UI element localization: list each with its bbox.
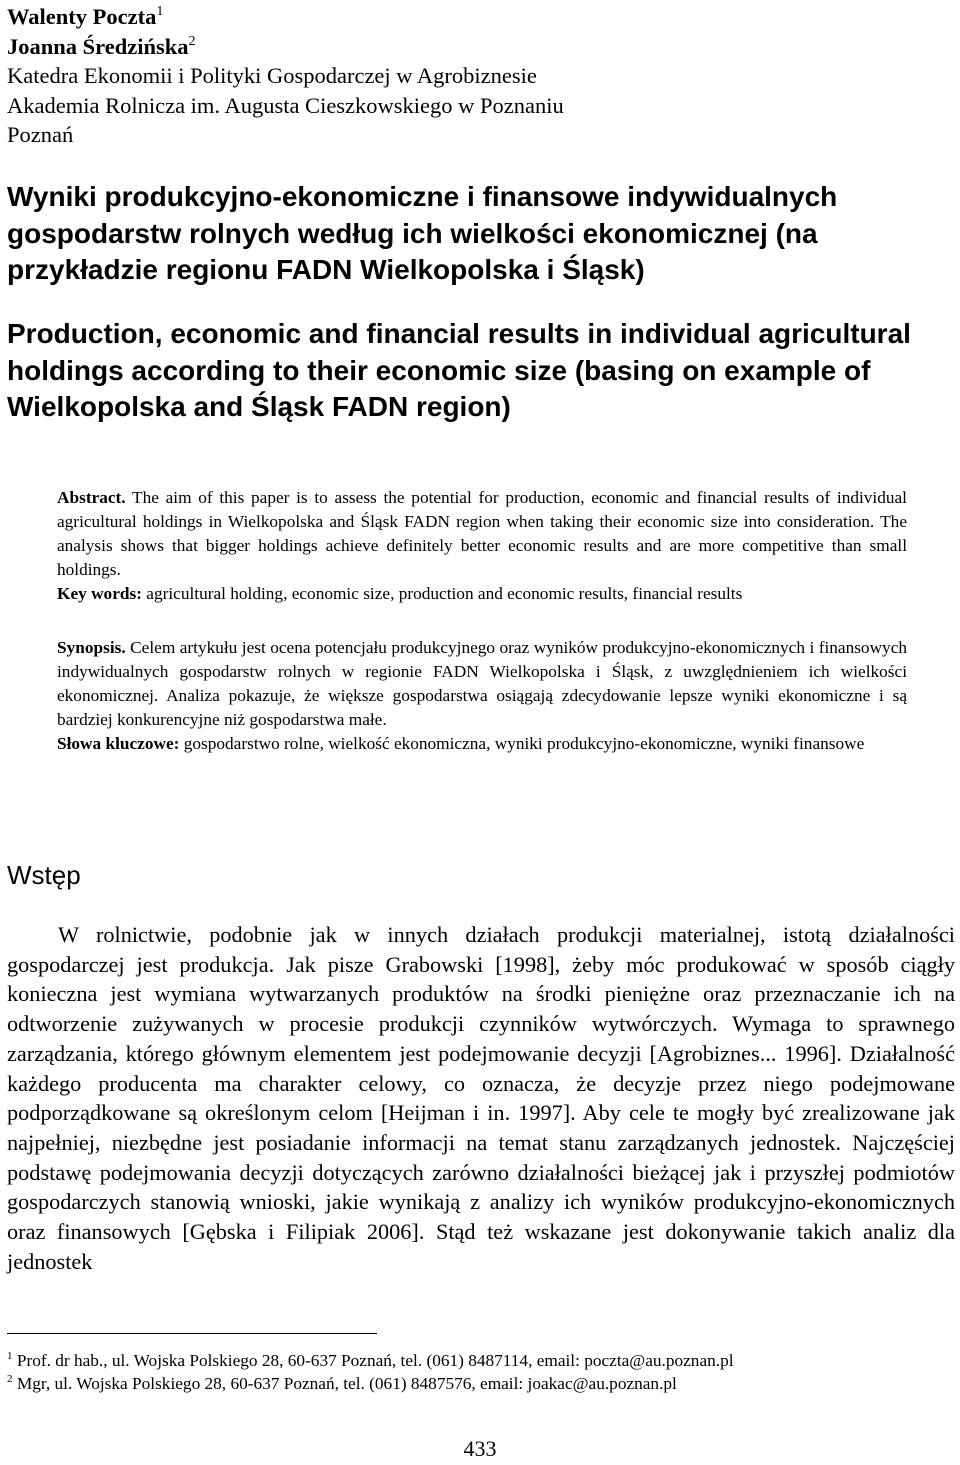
section-heading-wstep: Wstęp	[7, 860, 81, 890]
synopsis-label: Synopsis.	[57, 638, 126, 657]
footnote-2-mark: 2	[7, 1373, 13, 1385]
author-block	[7, 2, 947, 150]
keywords-text: agricultural holding, economic size, production and economic results, financial results	[146, 584, 743, 603]
abstract-paragraph	[57, 486, 907, 582]
footnote-1-text: Prof. dr hab., ul. Wojska Polskiego 28, 60-637 Poznań, tel. (061) 8487114, email: poczta@au.poznan.pl	[16, 1351, 734, 1370]
abstract-block	[57, 486, 907, 606]
abstract-text: The aim of this paper is to assess the potential for production, economic and financial results of individual agricultural holdings in Wielkopolska and Śląsk FADN region when taking their economic size into consideration. The analysis shows that bigger holdings achieve definitely better economic results and are more competitive than small holdings.	[57, 488, 907, 579]
author-department: Katedra Ekonomii i Polityki Gospodarczej w Agrobiznesie	[7, 63, 537, 88]
synopsis-block	[57, 636, 907, 756]
body-text	[7, 920, 955, 1276]
footnotes	[7, 1349, 952, 1395]
author-university: Akademia Rolnicza im. Augusta Cieszkowskiego w Poznaniu	[7, 92, 564, 118]
author-2-footnote-mark: 2	[188, 33, 196, 49]
author-2	[7, 32, 947, 62]
footnote-1-mark: 1	[7, 1350, 13, 1362]
body-paragraph: W rolnictwie, podobnie jak w innych działach produkcji materialnej, istotą działalności gospodarczej jest produkcja. Jak pisze Grabowski [1998], żeby móc produkować w sposób ciągły konieczna jest wymiana wytwarzanych produktów na środki pieniężne oraz przeznaczanie ich na odtworzenie zużywanych w procesie produkcji czynników wytwórczych. Wymaga to sprawnego zarządzania, którego głównym elementem jest podejmowanie decyzji [Agrobiznes... 1996]. Działalność każdego producenta ma charakter celowy, co oznacza, że decyzje przez niego podejmowane podporządkowane są określonym celom [Heijman i in. 1997]. Aby cele te mogły być zrealizowane jak najpełniej, niezbędne jest posiadanie informacji na temat stanu zarządzanych jednostek. Najczęściej podstawę podejmowania decyzji dotyczących zarówno działalności bieżącej jak i przyszłej podmiotów gospodarczych stanowią wnioski, jakie wynikają z analizy ich wyników produkcyjno-ekonomicznych oraz finansowych [Gębska i Filipiak 2006]. Stąd też wskazane jest dokonywanie takich analiz dla jednostek	[7, 922, 955, 1274]
title-polish: Wyniki produkcyjno-ekonomiczne i finansowe indywidualnych gospodarstw rolnych według ich wielkości ekonomicznej (na przykładzie regionu FADN Wielkopolska i Śląsk)	[7, 181, 838, 285]
footnote-2	[7, 1372, 952, 1395]
footnote-2-text: Mgr, ul. Wojska Polskiego 28, 60-637 Poznań, tel. (061) 8487576, email: joakac@au.poznan.pl	[16, 1374, 677, 1393]
page-number: 433	[463, 1436, 497, 1461]
keywords-label: Key words:	[57, 584, 142, 603]
abstract-label: Abstract.	[57, 488, 126, 507]
slowa-kluczowe-paragraph	[57, 732, 907, 756]
author-city: Poznań	[7, 122, 74, 147]
author-1	[7, 2, 947, 32]
footnote-separator	[7, 1333, 377, 1334]
footnote-1	[7, 1349, 952, 1372]
slowa-kluczowe-label: Słowa kluczowe:	[57, 734, 180, 753]
slowa-kluczowe-text: gospodarstwo rolne, wielkość ekonomiczna, wyniki produkcyjno-ekonomiczne, wyniki finansowe	[183, 734, 865, 753]
synopsis-text: Celem artykułu jest ocena potencjału produkcyjnego oraz wyników produkcyjno-ekonomicznych i finansowych indywidualnych gospodarstw rolnych w regionie FADN Wielkopolska i Śląsk, z uwzględnieniem ich wielkości ekonomicznej. Analiza pokazuje, że większe gospodarstwa osiągają zdecydowanie lepsze wyniki ekonomiczne i są bardziej konkurencyjne niż gospodarstwa małe.	[57, 638, 908, 729]
title-english: Production, economic and financial results in individual agricultural holdings according to their economic size (basing on example of Wielkopolska and Śląsk FADN region)	[7, 318, 911, 422]
keywords-paragraph	[57, 582, 907, 606]
author-2-name: Joanna Średzińska	[7, 33, 189, 59]
author-1-footnote-mark: 1	[156, 4, 164, 19]
author-1-name: Walenty Poczta	[7, 4, 157, 29]
synopsis-paragraph	[57, 636, 907, 732]
